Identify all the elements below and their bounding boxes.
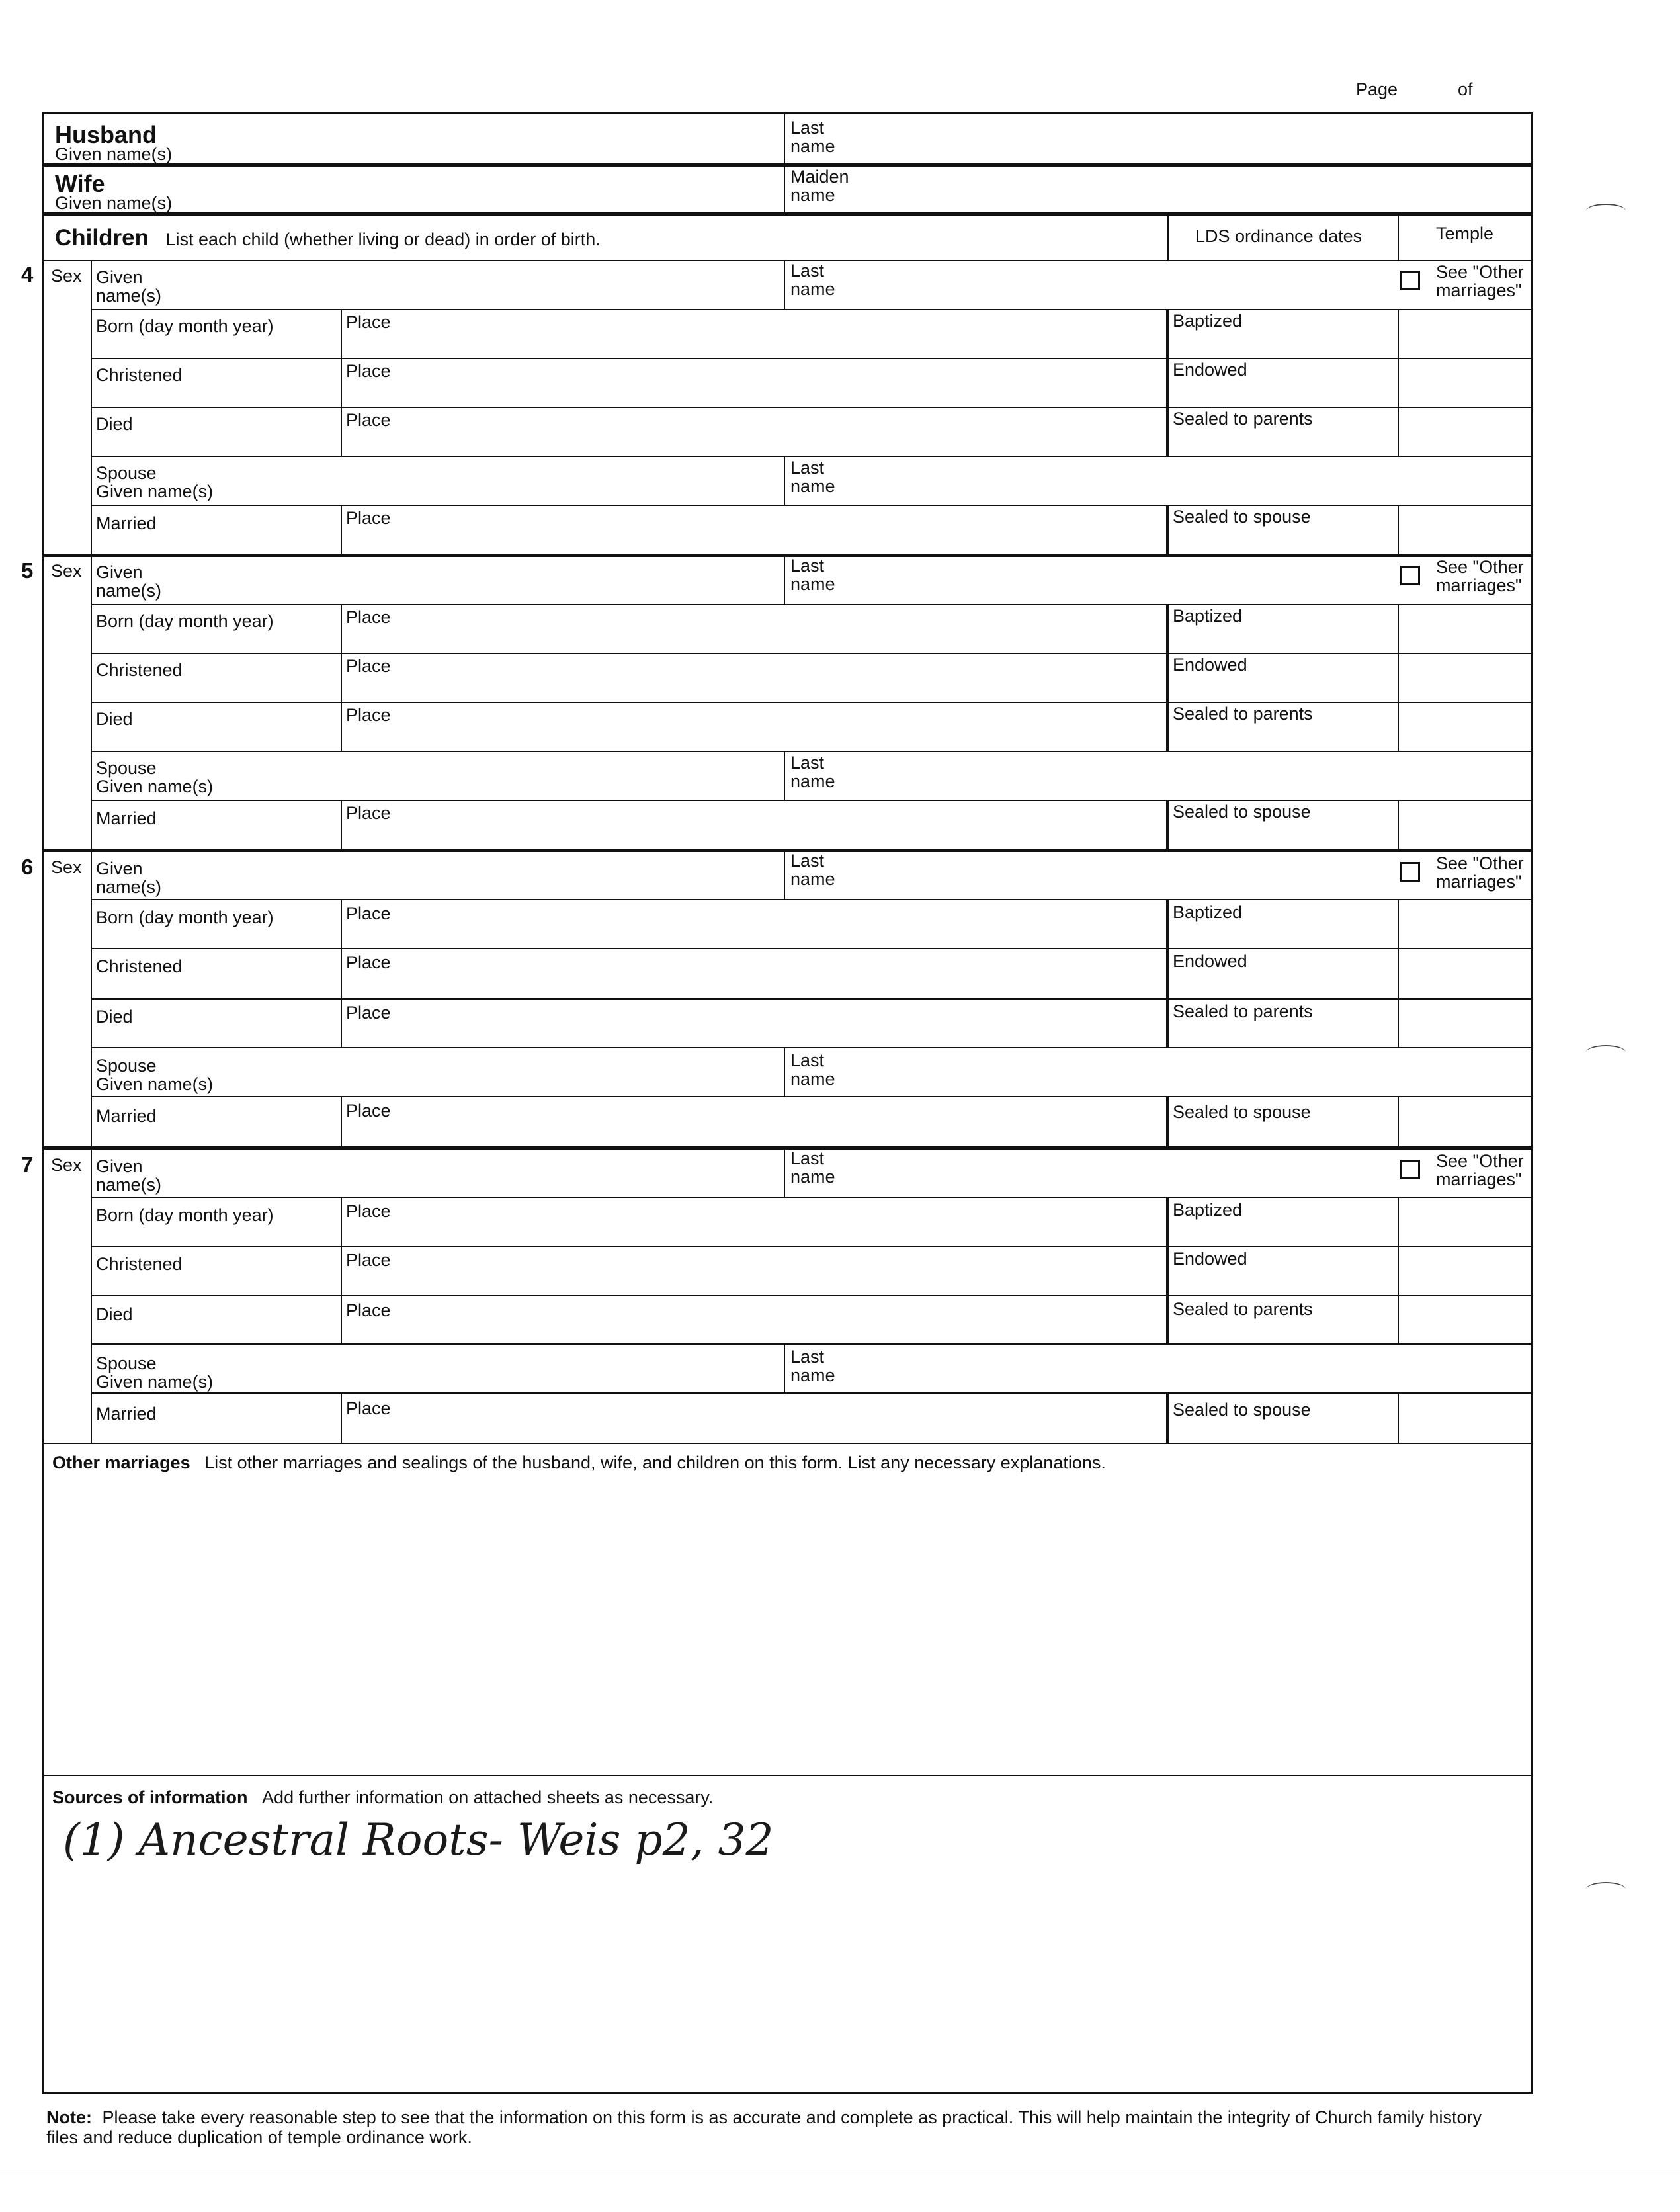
died-place-label: Place xyxy=(346,1003,391,1023)
last-label: Last xyxy=(790,851,825,871)
see-other-marriages-checkbox[interactable] xyxy=(1400,271,1420,290)
other-marriages-header xyxy=(52,1453,1106,1472)
spouse-last-name-label: name xyxy=(790,476,835,496)
spouse-label: Spouse xyxy=(96,463,157,483)
given-names-label: name(s) xyxy=(96,286,162,306)
endowed-label: Endowed xyxy=(1173,360,1247,380)
sealed-to-parents-label: Sealed to parents xyxy=(1173,704,1313,724)
married-place-label: Place xyxy=(346,508,391,528)
child-number: 4 xyxy=(21,262,34,286)
died-label: Died xyxy=(96,709,133,729)
sealed-to-parents-label: Sealed to parents xyxy=(1173,1299,1313,1319)
spouse-last-label: Last xyxy=(790,1050,825,1070)
died-place-label: Place xyxy=(346,410,391,430)
see-other-label: See "Other xyxy=(1436,853,1524,873)
marriages-label: marriages" xyxy=(1436,1170,1522,1189)
sealed-to-spouse-label: Sealed to spouse xyxy=(1173,802,1311,822)
family-group-record-form xyxy=(42,112,1533,2094)
sex-label: Sex xyxy=(51,266,82,286)
born-label: Born (day month year) xyxy=(96,1205,274,1225)
child-number: 6 xyxy=(21,855,34,879)
see-other-label: See "Other xyxy=(1436,1151,1524,1171)
married-label: Married xyxy=(96,513,157,533)
christened-place-label: Place xyxy=(346,953,391,972)
see-other-marriages-checkbox[interactable] xyxy=(1400,862,1420,882)
lds-ordinance-dates-label: LDS ordinance dates xyxy=(1195,226,1363,246)
married-label: Married xyxy=(96,1404,157,1424)
child-number: 5 xyxy=(21,558,34,583)
born-place-label: Place xyxy=(346,1201,391,1221)
husband-label: Husband xyxy=(55,121,157,148)
note-title: Note: xyxy=(46,2107,92,2127)
baptized-label: Baptized xyxy=(1173,311,1243,331)
spouse-last-name-label: name xyxy=(790,1069,835,1089)
christened-label: Christened xyxy=(96,365,183,385)
sealed-to-parents-label: Sealed to parents xyxy=(1173,409,1313,429)
given-names-label: name(s) xyxy=(96,581,162,601)
spouse-last-label: Last xyxy=(790,458,825,478)
spouse-given-names-label: Given name(s) xyxy=(96,777,214,796)
married-place-label: Place xyxy=(346,1101,391,1121)
children-instruction: List each child (whether living or dead) in order of birth. xyxy=(165,230,601,249)
last-label: Last xyxy=(790,261,825,280)
given-label: Given xyxy=(96,562,143,582)
given-label: Given xyxy=(96,859,143,878)
spouse-given-names-label: Given name(s) xyxy=(96,482,214,501)
child-number: 7 xyxy=(21,1152,34,1177)
last-label: Last xyxy=(790,1148,825,1168)
married-label: Married xyxy=(96,808,157,828)
husband-name-label: name xyxy=(790,136,835,156)
given-label: Given xyxy=(96,267,143,287)
spouse-last-name-label: name xyxy=(790,1365,835,1385)
endowed-label: Endowed xyxy=(1173,655,1247,675)
sealed-to-parents-label: Sealed to parents xyxy=(1173,1001,1313,1021)
children-header xyxy=(55,226,601,251)
wife-label: Wife xyxy=(55,170,105,197)
spouse-given-names-label: Given name(s) xyxy=(96,1372,214,1392)
marriages-label: marriages" xyxy=(1436,872,1522,892)
spouse-given-names-label: Given name(s) xyxy=(96,1074,214,1094)
note-text: Please take every reasonable step to see that the information on this form is as accurate and complete as practical. This will help maintain the integrity of Church family history files and reduce duplication of temple ordinance work. xyxy=(46,2107,1482,2147)
sex-label: Sex xyxy=(51,1155,82,1175)
sealed-to-spouse-label: Sealed to spouse xyxy=(1173,507,1311,527)
footer-note xyxy=(46,2107,1508,2147)
christened-label: Christened xyxy=(96,1254,183,1274)
endowed-label: Endowed xyxy=(1173,951,1247,971)
spouse-label: Spouse xyxy=(96,1353,157,1373)
other-marriages-instruction: List other marriages and sealings of the husband, wife, and children on this form. List any necessary explanations. xyxy=(204,1453,1106,1472)
died-label: Died xyxy=(96,1304,133,1324)
born-label: Born (day month year) xyxy=(96,611,274,631)
last-name-label: name xyxy=(790,279,835,299)
died-label: Died xyxy=(96,1007,133,1027)
given-names-label: name(s) xyxy=(96,877,162,897)
spouse-last-label: Last xyxy=(790,753,825,773)
spouse-label: Spouse xyxy=(96,758,157,778)
see-other-marriages-checkbox[interactable] xyxy=(1400,566,1420,585)
last-label: Last xyxy=(790,556,825,575)
see-other-label: See "Other xyxy=(1436,557,1524,577)
binder-hole-mark xyxy=(1586,204,1626,218)
see-other-marriages-checkbox[interactable] xyxy=(1400,1160,1420,1179)
spouse-last-name-label: name xyxy=(790,771,835,791)
last-name-label: name xyxy=(790,574,835,594)
born-place-label: Place xyxy=(346,904,391,923)
christened-label: Christened xyxy=(96,660,183,680)
marriages-label: marriages" xyxy=(1436,280,1522,300)
sources-header xyxy=(52,1788,713,1807)
given-names-label: name(s) xyxy=(96,1175,162,1195)
baptized-label: Baptized xyxy=(1173,606,1243,626)
born-place-label: Place xyxy=(346,312,391,332)
sealed-to-spouse-label: Sealed to spouse xyxy=(1173,1400,1311,1420)
born-label: Born (day month year) xyxy=(96,908,274,927)
husband-given-names-label: Given name(s) xyxy=(55,144,173,164)
married-label: Married xyxy=(96,1106,157,1126)
of-label: of xyxy=(1458,79,1473,99)
spouse-last-label: Last xyxy=(790,1347,825,1367)
spouse-label: Spouse xyxy=(96,1056,157,1076)
wife-name-label: name xyxy=(790,185,835,205)
binder-hole-mark xyxy=(1586,1882,1626,1896)
last-name-label: name xyxy=(790,1167,835,1187)
sealed-to-spouse-label: Sealed to spouse xyxy=(1173,1102,1311,1122)
married-place-label: Place xyxy=(346,803,391,823)
given-label: Given xyxy=(96,1156,143,1176)
died-label: Died xyxy=(96,414,133,434)
binder-hole-mark xyxy=(1586,1045,1626,1060)
sex-label: Sex xyxy=(51,857,82,877)
married-place-label: Place xyxy=(346,1398,391,1418)
wife-maiden-label: Maiden xyxy=(790,167,849,187)
born-label: Born (day month year) xyxy=(96,316,274,336)
children-title: Children xyxy=(55,225,149,251)
baptized-label: Baptized xyxy=(1173,1200,1243,1220)
temple-label: Temple xyxy=(1436,224,1494,243)
christened-label: Christened xyxy=(96,957,183,976)
born-place-label: Place xyxy=(346,607,391,627)
see-other-label: See "Other xyxy=(1436,262,1524,282)
christened-place-label: Place xyxy=(346,361,391,381)
other-marriages-title: Other marriages xyxy=(52,1453,190,1472)
baptized-label: Baptized xyxy=(1173,902,1243,922)
handwritten-source-entry: (1) Ancestral Roots- Weis p2, 32 xyxy=(63,1814,774,1865)
christened-place-label: Place xyxy=(346,1250,391,1270)
last-name-label: name xyxy=(790,869,835,889)
endowed-label: Endowed xyxy=(1173,1249,1247,1269)
wife-given-names-label: Given name(s) xyxy=(55,193,173,213)
sources-title: Sources of information xyxy=(52,1787,248,1807)
page-label: Page xyxy=(1356,79,1398,99)
died-place-label: Place xyxy=(346,1300,391,1320)
husband-last-label: Last xyxy=(790,118,825,138)
sex-label: Sex xyxy=(51,561,82,581)
sources-instruction: Add further information on attached sheets as necessary. xyxy=(262,1787,714,1807)
christened-place-label: Place xyxy=(346,656,391,676)
died-place-label: Place xyxy=(346,705,391,725)
marriages-label: marriages" xyxy=(1436,575,1522,595)
